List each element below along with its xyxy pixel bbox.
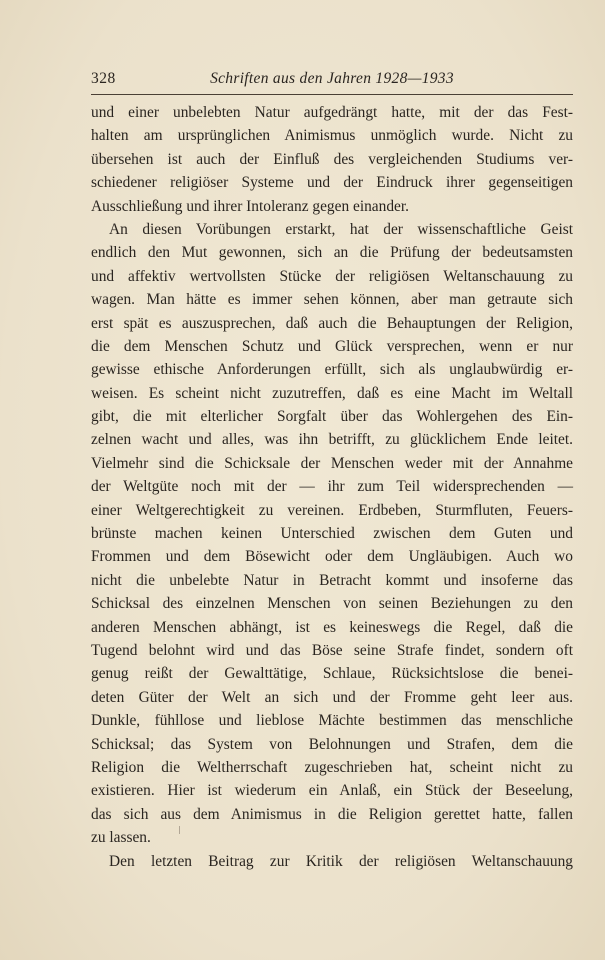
text-line: Tugend belohnt wird und das Böse seine Strafe findet, sondern oft — [91, 641, 573, 659]
text-line: zelnen wacht und alles, was ihn betrifft, zu glücklichem Ende leitet. — [91, 431, 573, 449]
text-line: die dem Menschen Schutz und Glück versprechen, wenn er nur — [91, 337, 573, 355]
print-mark — [179, 826, 180, 834]
paragraph — [91, 101, 573, 218]
body-text — [91, 101, 573, 873]
text-line: brünste machen keinen Unterschied zwischen dem Guten und — [91, 525, 573, 543]
text-line: Religion die Weltherrschaft zugeschrieben hat, scheint nicht zu — [91, 758, 573, 776]
text-line: Vielmehr sind die Schicksale der Menschen weder mit der Annahme — [91, 454, 573, 472]
text-line: der Weltgüte noch mit der — ihr zum Teil widersprechenden — — [91, 478, 573, 496]
text-line: endlich den Mut gewonnen, sich an die Prüfung der bedeutsamsten — [91, 244, 573, 262]
paragraph — [91, 218, 573, 850]
running-title: Schriften aus den Jahren 1928—1933 — [210, 70, 454, 87]
text-line: genug reißt der Gewalttätige, Schlaue, Rücksichtslose die benei- — [91, 665, 573, 683]
text-line: weisen. Es scheint nicht zuzutreffen, daß es eine Macht im Weltall — [91, 384, 573, 402]
text-line: zu lassen. — [91, 829, 151, 847]
text-line: und affektiv wertvollsten Stücke der religiösen Weltanschauung zu — [91, 267, 573, 285]
text-line: erst spät es auszusprechen, daß auch die Behauptungen der Religion, — [91, 314, 573, 332]
text-line: nicht die unbelebte Natur in Betracht kommt und insoferne das — [91, 571, 573, 589]
text-line: An diesen Vorübungen erstarkt, hat der wissenschaftliche Geist — [109, 220, 573, 238]
paragraph — [91, 850, 573, 873]
text-line: gewisse ethische Anforderungen erfüllt, sich als unglaubwürdig er- — [91, 361, 573, 379]
text-line: das sich aus dem Animismus in die Religion gerettet hatte, fallen — [91, 805, 573, 823]
text-line: existieren. Hier ist wiederum ein Anlaß, ein Stück der Beseelung, — [91, 782, 573, 800]
text-line: und einer unbelebten Natur aufgedrängt hatte, mit der das Fest- — [91, 104, 573, 121]
text-line: einer Weltgerechtigkeit zu vereinen. Erdbeben, Sturmfluten, Feuers- — [91, 501, 573, 519]
text-line: übersehen ist auch der Einfluß des vergleichenden Studiums ver- — [91, 150, 573, 168]
text-line: Dunkle, fühllose und lieblose Mächte bestimmen das menschliche — [91, 712, 573, 730]
text-line: Schicksal des einzelnen Menschen von seinen Beziehungen zu den — [91, 595, 573, 613]
page-header — [91, 70, 573, 92]
header-rule — [91, 94, 573, 95]
text-line: Schicksal; das System von Belohnungen und Strafen, dem die — [91, 735, 573, 753]
text-line: Ausschließung und ihrer Intoleranz gegen einander. — [91, 197, 409, 215]
text-line: deten Güter der Welt an sich und der Fromme geht leer aus. — [91, 688, 573, 706]
text-line: gibt, die mit elterlicher Sorgfalt über das Wohlergehen des Ein- — [91, 408, 573, 426]
text-line: halten am ursprünglichen Animismus unmöglich wurde. Nicht zu — [91, 127, 573, 145]
text-line: anderen Menschen abhängt, ist es keineswegs die Regel, daß die — [91, 618, 573, 636]
page-number: 328 — [91, 70, 116, 87]
text-line: Den letzten Beitrag zur Kritik der religiösen Weltanschauung — [109, 852, 573, 870]
text-line: Frommen und dem Bösewicht oder dem Ungläubigen. Auch wo — [91, 548, 573, 566]
text-line: schiedener religiöser Systeme und der Eindruck ihrer gegenseitigen — [91, 174, 573, 192]
text-line: wagen. Man hätte es immer sehen können, aber man getraute sich — [91, 291, 573, 309]
